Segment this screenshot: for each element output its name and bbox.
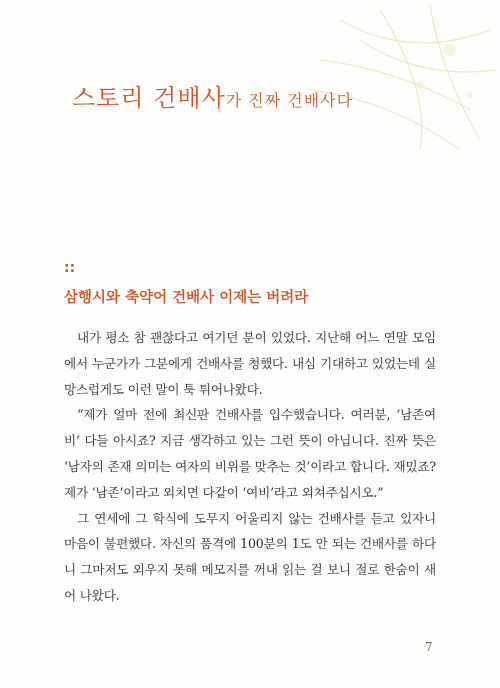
paragraph: “제가 얼마 전에 최신판 건배사를 입수했습니다. 여러분, ‘남존여비’ 다들 아시죠? 지금 생각하고 있는 그런 뜻이 아닙니다. 진짜 뜻은 ‘남자의 존재 의미는 여자의 비위를 맞추는 것’이라고 합니다. 재밌죠? 제가 ‘남존’이라고 외치면 다같이 ‘여비’라고 외쳐주십시오.”: [64, 407, 436, 500]
section-heading: 삼행시와 축약어 건배사 이제는 버려라: [64, 290, 309, 306]
page-number: 7: [425, 640, 433, 654]
section-mark: ::: [64, 260, 76, 276]
chapter-title-tail: 가 진짜 건배사다: [225, 91, 354, 110]
paragraph: 내가 평소 참 괜찮다고 여기던 분이 있었다. 지난해 어느 연말 모임에서 누군가가 그분에게 건배사를 청했다. 내심 기대하고 있었는데 실망스럽게도 이런 말이 툭 튀어나왔다.: [64, 330, 436, 397]
paragraph: 그 연세에 그 학식에 도무지 어울리지 않는 건배사를 듣고 있자니 마음이 불편했다. 자신의 품격에 100분의 1도 안 되는 건배사를 하다니 그마저도 외우지 못해 메모지를 꺼내 읽는 걸 보니 절로 한숨이 새어 나왔다.: [64, 510, 436, 603]
body-text: [64, 325, 436, 609]
chapter-title-main: 스토리 건배사: [72, 84, 226, 112]
chapter-title: [72, 78, 472, 113]
